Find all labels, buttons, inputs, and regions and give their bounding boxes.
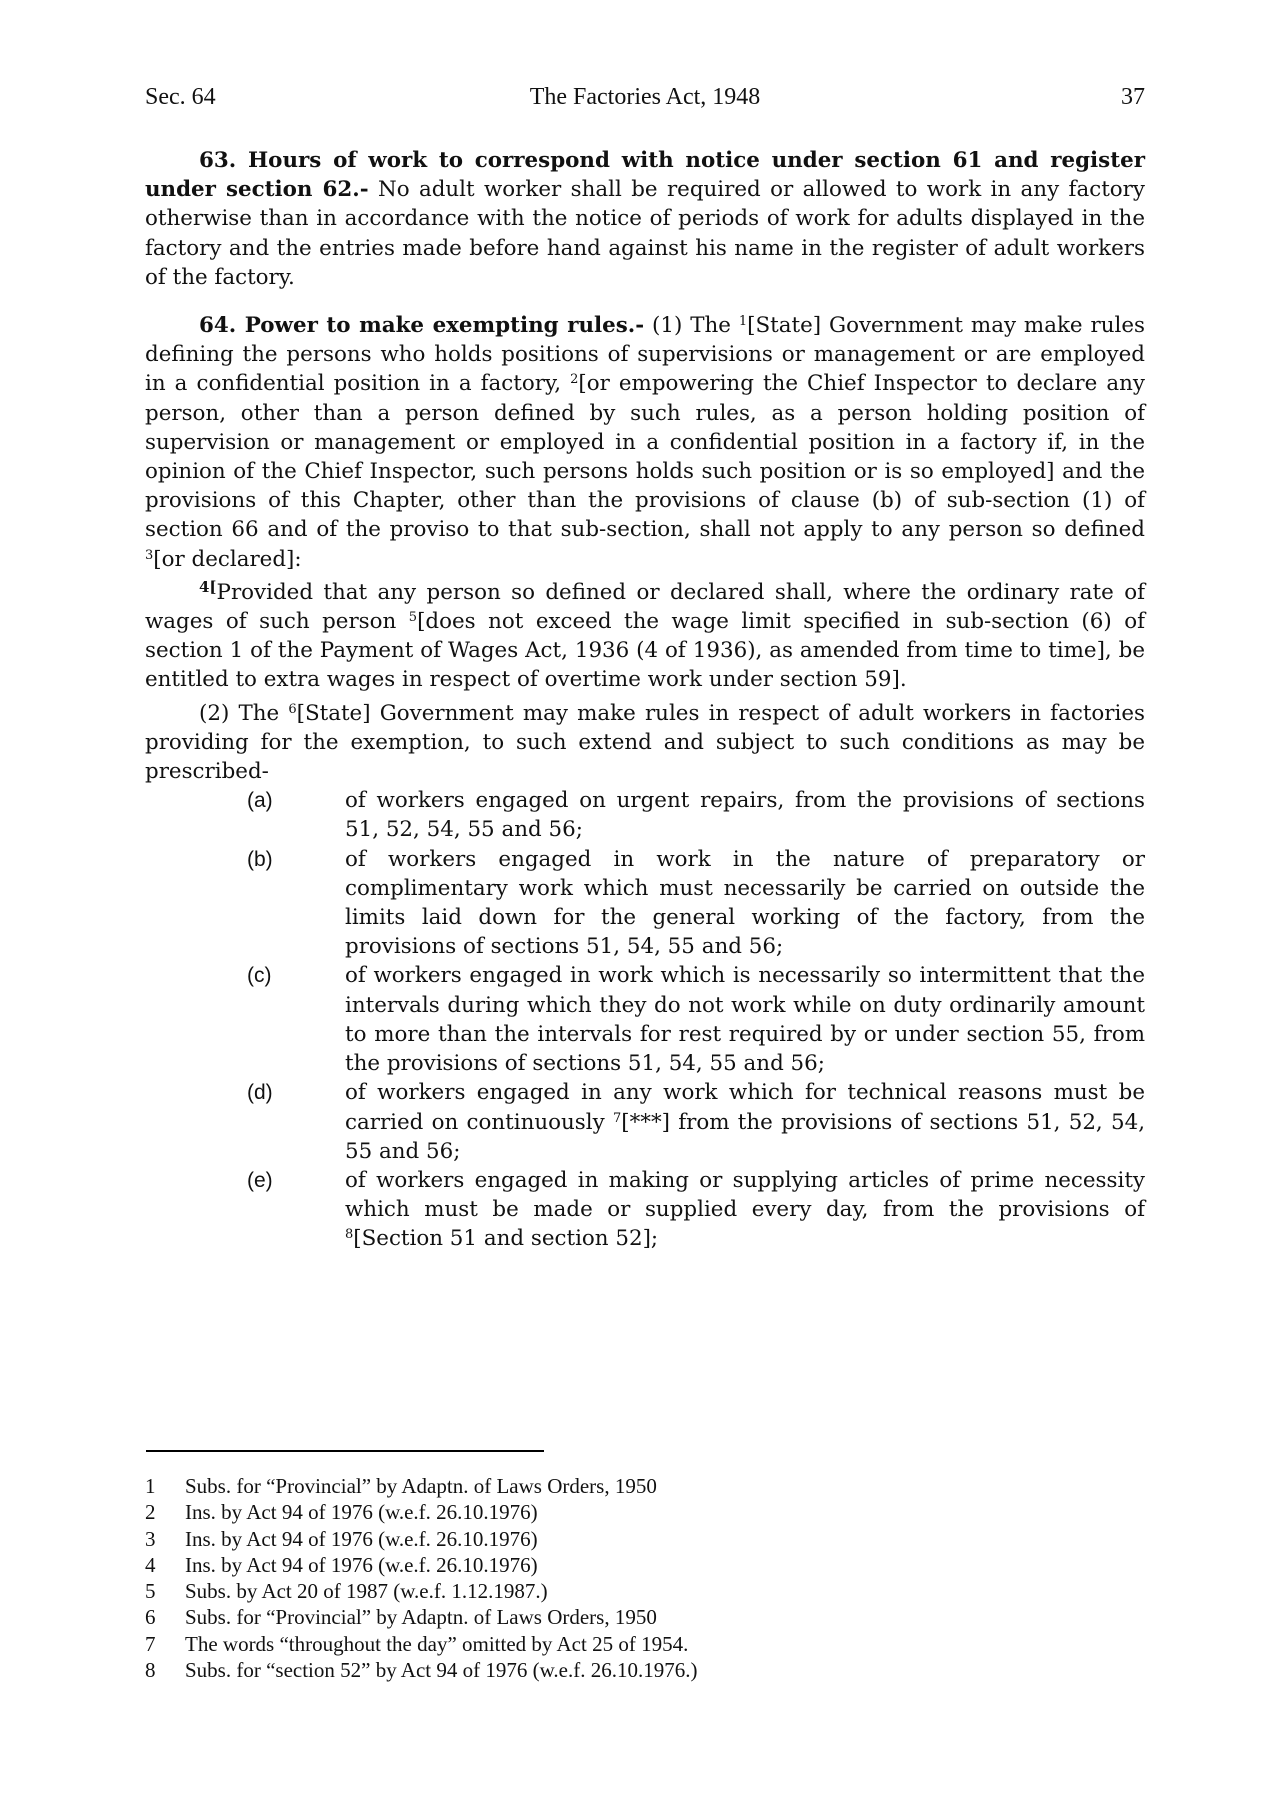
footnote-ref[interactable]: 8 bbox=[345, 1227, 354, 1243]
text: [State] Government may make rules in respect of adult workers in factories providing for the exemption, to such extend and subject to such conditions as may be prescribed- bbox=[145, 700, 1145, 785]
text: [does not exceed the wage limit specified in sub-section (6) of section 1 of the Payment of Wages Act, 1936 (4 of 1936), as amended from time to time], be entitled to extra wages in respect of overtime work under section 59]. bbox=[145, 609, 1145, 693]
footnote-number: 4 bbox=[145, 1552, 156, 1577]
footnote-ref[interactable]: 1 bbox=[738, 314, 748, 330]
footnote-text: Subs. for “section 52” by Act 94 of 1976 (w.e.f. 26.10.1976.) bbox=[185, 1658, 698, 1683]
footnote bbox=[145, 1604, 697, 1630]
footnote-ref[interactable]: 7 bbox=[612, 1110, 622, 1126]
item-text: of workers engaged on urgent repairs, from the provisions of sections 51, 52, 54, 55 and 56; bbox=[345, 788, 1145, 843]
footnote-number: 6 bbox=[145, 1605, 156, 1630]
section-64-para-2 bbox=[145, 699, 1145, 787]
footnote-text: Subs. for “Provincial” by Adaptn. of Laws Orders, 1950 bbox=[185, 1474, 657, 1498]
item-text: of workers engaged in making or supplying articles of prime necessity which must be made or supplied every day, from the provisions of bbox=[345, 1167, 1145, 1223]
section-64-para-1 bbox=[145, 311, 1145, 574]
text: [State] Government may make rules defining the persons who holds positions of supervisions or management or are employed in a confidential position in a factory, bbox=[145, 313, 1145, 397]
footnote bbox=[145, 1552, 697, 1578]
item-label: (c) bbox=[247, 964, 272, 988]
text: [or empowering the Chief Inspector to declare any person, other than a person defined by such rules, as a person holding position of supervision or management or employed in a confidential position in a factory if, in the opinion of the Chief Inspector, such persons holds such position or is so employed] and the provisions of this Chapter, other than the provisions of clause (b) of sub-section (1) of section 66 and of the proviso to that sub-section, shall not apply to any person so defined bbox=[145, 371, 1145, 543]
footnote-text: Subs. by Act 20 of 1987 (w.e.f. 1.12.1987.) bbox=[185, 1579, 548, 1604]
item-text: [Section 51 and section 52]; bbox=[353, 1226, 659, 1252]
header-section: Sec. 64 bbox=[145, 84, 216, 110]
section-64-heading: 64. Power to make exempting rules.- bbox=[199, 313, 645, 339]
list-item bbox=[145, 786, 1145, 844]
footnote-text: Ins. by Act 94 of 1976 (w.e.f. 26.10.1976) bbox=[185, 1552, 538, 1577]
footnote bbox=[145, 1657, 697, 1683]
item-label: (e) bbox=[247, 1168, 273, 1192]
text: (2) The bbox=[199, 700, 289, 726]
item-text: of workers engaged in work which is necessarily so intermittent that the intervals during which they do not work while on duty ordinarily amount to more than the intervals for rest required by or under section 55, from the provisions of sections 51, 54, 55 and 56; bbox=[345, 963, 1145, 1077]
document-body bbox=[145, 146, 1145, 1254]
section-63-heading: 63. Hours of work to correspond with notice under section 61 and register under section 62.- bbox=[145, 148, 1145, 203]
footnote bbox=[145, 1631, 697, 1657]
exemption-list bbox=[145, 786, 1145, 1253]
footnote-text: Ins. by Act 94 of 1976 (w.e.f. 26.10.1976) bbox=[185, 1500, 538, 1525]
footnote-number: 3 bbox=[145, 1526, 156, 1551]
footnote-number: 8 bbox=[145, 1658, 156, 1683]
header-title: The Factories Act, 1948 bbox=[529, 84, 761, 110]
footnote-text: Ins. by Act 94 of 1976 (w.e.f. 26.10.1976) bbox=[185, 1526, 538, 1551]
page-number: 37 bbox=[1121, 84, 1145, 110]
footnote bbox=[145, 1526, 697, 1552]
text: [or declared]: bbox=[153, 546, 302, 572]
list-item bbox=[145, 1078, 1145, 1166]
footnote-divider bbox=[146, 1450, 544, 1452]
footnote-ref[interactable]: 3 bbox=[145, 547, 154, 563]
item-text: of workers engaged in work in the nature of preparatory or complimentary work which must necessarily be carried on outside the limits laid down for the general working of the factory, from the provisions of sections 51, 54, 55 and 56; bbox=[345, 846, 1145, 960]
running-header bbox=[145, 84, 1145, 114]
section-63 bbox=[145, 146, 1145, 292]
item-label: (d) bbox=[247, 1081, 273, 1105]
footnotes bbox=[145, 1473, 697, 1683]
item-label: (a) bbox=[247, 789, 273, 813]
footnote bbox=[145, 1578, 697, 1604]
footnote-text: Subs. for “Provincial” by Adaptn. of Laws Orders, 1950 bbox=[185, 1605, 657, 1630]
footnote bbox=[145, 1499, 697, 1525]
item-label: (b) bbox=[247, 847, 273, 871]
list-item bbox=[145, 961, 1145, 1078]
footnote-number: 2 bbox=[145, 1500, 156, 1525]
footnote-ref[interactable]: 5 bbox=[408, 610, 418, 626]
item-text: [***] from the provisions of sections 51, 52, 54, 55 and 56; bbox=[345, 1109, 1145, 1164]
text: Provided that any person so defined or declared shall, where the ordinary rate of wages of such person bbox=[145, 579, 1145, 635]
list-item bbox=[145, 845, 1145, 962]
footnote-ref[interactable]: 2 bbox=[570, 372, 579, 388]
footnote-ref[interactable]: 4[ bbox=[199, 577, 217, 596]
footnote bbox=[145, 1473, 697, 1499]
footnote-number: 7 bbox=[145, 1631, 156, 1656]
footnote-number: 1 bbox=[145, 1474, 156, 1498]
section-63-text: No adult worker shall be required or allowed to work in any factory otherwise than in accordance with the notice of periods of work for adults displayed in the factory and the entries made before hand against his name in the register of adult workers of the factory. bbox=[145, 177, 1145, 290]
footnote-ref[interactable]: 6 bbox=[288, 701, 297, 717]
list-item bbox=[145, 1166, 1145, 1254]
footnote-text: The words “throughout the day” omitted by Act 25 of 1954. bbox=[185, 1631, 689, 1656]
footnote-number: 5 bbox=[145, 1579, 156, 1604]
proviso bbox=[145, 578, 1145, 695]
text: (1) The bbox=[644, 313, 739, 339]
item-text: of workers engaged in any work which for technical reasons must be carried on continuously bbox=[345, 1080, 1145, 1135]
